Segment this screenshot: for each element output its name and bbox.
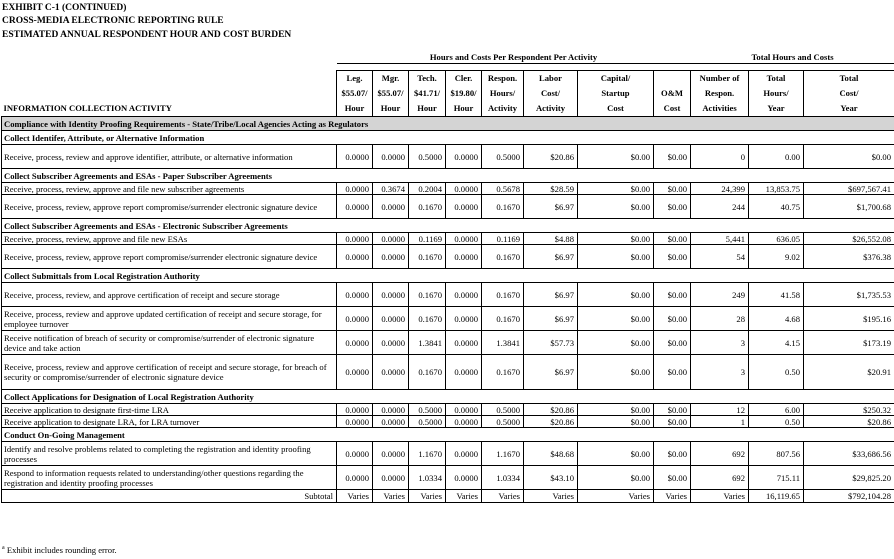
table-row [2,245,894,269]
subtotal-value: Varies [409,490,446,503]
subtotal-value: Varies [691,490,749,503]
value-cell: $0.00 [578,442,654,466]
table-row [2,145,894,169]
value-cell: 40.75 [749,195,804,219]
value-cell: $48.68 [524,442,578,466]
section-heading: Conduct On-Going Management [2,428,894,442]
value-cell: $0.00 [578,404,654,416]
group-header-total: Total Hours and Costs [751,51,834,62]
value-cell: $20.86 [804,416,894,428]
column-header-tech: Hour [409,101,446,117]
value-cell: 0.0000 [337,355,373,390]
value-cell: 0.0000 [337,283,373,307]
value-cell: $0.00 [654,416,691,428]
value-cell: 692 [691,442,749,466]
value-cell: 692 [691,466,749,490]
table-row [2,283,894,307]
section-heading: Collect Identifer, Attribute, or Alternative Information [2,131,894,145]
value-cell: 244 [691,195,749,219]
value-cell: 0.0000 [373,233,409,245]
value-cell: $0.00 [578,466,654,490]
value-cell: 0.5000 [482,404,524,416]
value-cell: 0.0000 [446,307,482,331]
column-header-capital: Cost [578,101,654,117]
column-header-cler: Cler. [446,71,482,87]
value-cell: 0.1169 [482,233,524,245]
value-cell: 0.0000 [446,183,482,195]
section-heading: Collect Subscriber Agreements and ESAs - Paper Subscriber Agreements [2,169,894,183]
column-header-mgr: $55.07/ [373,86,409,101]
value-cell: $0.00 [578,233,654,245]
value-cell: 0.0000 [446,245,482,269]
value-cell: $0.00 [804,145,894,169]
value-cell: 0.5678 [482,183,524,195]
column-header-leg: Leg. [337,71,373,87]
value-cell: 0.5000 [482,145,524,169]
group-header-per-respondent: Hours and Costs Per Respondent Per Activity [429,51,598,62]
value-cell: 0.1670 [482,355,524,390]
value-cell: 0.0000 [446,283,482,307]
value-cell: 0.1670 [482,245,524,269]
value-cell: $0.00 [654,404,691,416]
activity-cell: Receive, process, review and approve certification of receipt and secure storage, for breach of security or compromise/surrender of electronic signature device [2,355,337,390]
value-cell: 1.0334 [409,466,446,490]
burden-table [1,50,894,503]
value-cell: $6.97 [524,307,578,331]
subtotal-value: Varies [524,490,578,503]
value-cell: 4.15 [749,331,804,355]
value-cell: $0.00 [654,145,691,169]
value-cell: $0.00 [654,233,691,245]
value-cell: 1.3841 [482,331,524,355]
value-cell: $20.91 [804,355,894,390]
value-cell: 0.0000 [373,404,409,416]
value-cell: 9.02 [749,245,804,269]
activity-cell: Receive, process, review and approve updated certification of receipt and secure storage, for employee turnover [2,307,337,331]
table-row [2,195,894,219]
value-cell: 24,399 [691,183,749,195]
column-header-mgr: Mgr. [373,71,409,87]
column-header-cler: $19.80/ [446,86,482,101]
activity-cell: Receive, process, review, approve and file new ESAs [2,233,337,245]
value-cell: 0.0000 [446,442,482,466]
activity-cell: Receive, process, review, approve and file new subscriber agreements [2,183,337,195]
value-cell: $6.97 [524,283,578,307]
exhibit-label: EXHIBIT C-1 (CONTINUED) [2,3,127,13]
value-cell: 0.1670 [482,307,524,331]
value-cell: 0.0000 [337,145,373,169]
column-header-number: Activities [691,101,749,117]
activity-cell: Receive, process, review, approve report compromise/surrender electronic signature device [2,245,337,269]
value-cell: 0.0000 [446,195,482,219]
value-cell: 1.1670 [482,442,524,466]
table-row [2,404,894,416]
value-cell: 1.0334 [482,466,524,490]
value-cell: $0.00 [578,145,654,169]
subtotal-value: Varies [578,490,654,503]
value-cell: $0.00 [578,195,654,219]
value-cell: 0.0000 [446,466,482,490]
column-header-labor: Labor [524,71,578,87]
value-cell: $6.97 [524,245,578,269]
value-cell: $0.00 [578,331,654,355]
table-row [2,307,894,331]
value-cell: 0.0000 [337,183,373,195]
column-header-number: Respon. [691,86,749,101]
value-cell: $0.00 [654,283,691,307]
section-heading: Collect Subscriber Agreements and ESAs - Electronic Subscriber Agreements [2,219,894,233]
value-cell: 0.0000 [373,355,409,390]
value-cell: 0.1670 [482,195,524,219]
value-cell: $20.86 [524,404,578,416]
column-header-total-cost: Cost/ [804,86,894,101]
value-cell: $0.00 [654,195,691,219]
value-cell: $0.00 [654,245,691,269]
value-cell: 28 [691,307,749,331]
footnote-text: Exhibit includes rounding error. [6,545,117,555]
subtotal-row [2,490,894,503]
value-cell: 0.0000 [446,416,482,428]
value-cell: 5,441 [691,233,749,245]
value-cell: 0.5000 [409,145,446,169]
exhibit-title: ESTIMATED ANNUAL RESPONDENT HOUR AND COST BURDEN [2,30,292,40]
value-cell: 636.05 [749,233,804,245]
value-cell: 0.0000 [337,245,373,269]
value-cell: $29,825.20 [804,466,894,490]
table-row [2,355,894,390]
value-cell: 1 [691,416,749,428]
subtotal-value: Varies [654,490,691,503]
value-cell: 807.56 [749,442,804,466]
value-cell: $0.00 [654,331,691,355]
value-cell: $173.19 [804,331,894,355]
value-cell: $43.10 [524,466,578,490]
column-header-total-hours: Total [749,71,804,87]
subtotal-value: Varies [337,490,373,503]
activity-cell: Receive, process, review and approve identifier, attribute, or alternative information [2,145,337,169]
value-cell: $1,735.53 [804,283,894,307]
value-cell: 13,853.75 [749,183,804,195]
column-header-total-cost: Year [804,101,894,117]
value-cell: $0.00 [654,307,691,331]
column-header-number: Number of [691,71,749,87]
table-row [2,331,894,355]
value-cell: 715.11 [749,466,804,490]
value-cell: 0.00 [749,145,804,169]
value-cell: 0.50 [749,416,804,428]
value-cell: 0.0000 [373,195,409,219]
value-cell: 0.0000 [446,145,482,169]
column-header-mgr: Hour [373,101,409,117]
value-cell: 0.3674 [373,183,409,195]
value-cell: 0.1670 [409,307,446,331]
value-cell: 6.00 [749,404,804,416]
value-cell: $33,686.56 [804,442,894,466]
value-cell: 0.0000 [373,283,409,307]
table-row [2,466,894,490]
value-cell: 0.5000 [409,404,446,416]
value-cell: $57.73 [524,331,578,355]
value-cell: 0.1169 [409,233,446,245]
value-cell: $6.97 [524,195,578,219]
value-cell: 12 [691,404,749,416]
activity-cell: Receive, process, review, and approve certification of receipt and secure storage [2,283,337,307]
value-cell: $6.97 [524,355,578,390]
column-header-labor: Activity [524,101,578,117]
value-cell: 0.0000 [337,404,373,416]
value-cell: $26,552.08 [804,233,894,245]
column-header-total-hours: Hours/ [749,86,804,101]
subtotal-value: Varies [446,490,482,503]
column-header-tech: Tech. [409,71,446,87]
column-header-cler: Hour [446,101,482,117]
value-cell: $0.00 [578,416,654,428]
value-cell: 0.0000 [446,355,482,390]
value-cell: 0.1670 [409,283,446,307]
value-cell: $0.00 [578,355,654,390]
value-cell: $0.00 [578,183,654,195]
column-header-respon: Activity [482,101,524,117]
compliance-heading: Compliance with Identity Proofing Requirements - State/Tribe/Local Agencies Acting as Regulators [2,117,894,131]
column-header-activity: INFORMATION COLLECTION ACTIVITY [2,101,337,117]
value-cell: 0.0000 [446,331,482,355]
column-header-respon: Hours/ [482,86,524,101]
subtotal-value: Varies [482,490,524,503]
value-cell: 0.0000 [337,195,373,219]
value-cell: 0.0000 [373,331,409,355]
footnote [2,545,117,555]
value-cell: 0.0000 [373,145,409,169]
value-cell: $0.00 [578,283,654,307]
column-header-om: Cost [654,101,691,117]
table-row [2,442,894,466]
value-cell: $0.00 [654,466,691,490]
column-header-total-cost: Total [804,71,894,87]
value-cell: $0.00 [654,442,691,466]
activity-cell: Respond to information requests related to understanding/other questions regarding the registration and identity proofing processes [2,466,337,490]
value-cell: 0.5000 [409,416,446,428]
footnote-mark: a [2,545,5,551]
value-cell: 4.68 [749,307,804,331]
column-header-capital: Startup [578,86,654,101]
value-cell: 0.0000 [337,416,373,428]
column-header-capital: Capital/ [578,71,654,87]
value-cell: 0.50 [749,355,804,390]
table-row [2,183,894,195]
value-cell: 1.3841 [409,331,446,355]
value-cell: $4.88 [524,233,578,245]
subtotal-value: $792,104.28 [804,490,894,503]
value-cell: 0.1670 [482,283,524,307]
value-cell: 0.2004 [409,183,446,195]
value-cell: 0.0000 [446,233,482,245]
value-cell: 0.1670 [409,195,446,219]
activity-cell: Identify and resolve problems related to completing the registration and identity proofing processes [2,442,337,466]
value-cell: 0.0000 [337,442,373,466]
section-heading: Collect Submittals from Local Registration Authority [2,269,894,283]
column-header-total-hours: Year [749,101,804,117]
exhibit-rule-name: CROSS-MEDIA ELECTRONIC REPORTING RULE [2,16,224,26]
column-header-om [654,71,691,87]
value-cell: 0.0000 [373,466,409,490]
column-header-tech: $41.71/ [409,86,446,101]
value-cell: 0.0000 [337,331,373,355]
value-cell: $0.00 [654,355,691,390]
column-header-labor: Cost/ [524,86,578,101]
value-cell: 0.0000 [373,245,409,269]
value-cell: $20.86 [524,416,578,428]
value-cell: 0.1670 [409,355,446,390]
value-cell: 0.0000 [337,307,373,331]
value-cell: 41.58 [749,283,804,307]
value-cell: $195.16 [804,307,894,331]
subtotal-label: Subtotal [2,490,337,503]
value-cell: 0.5000 [482,416,524,428]
value-cell: $0.00 [654,183,691,195]
value-cell: 0.0000 [446,404,482,416]
value-cell: 0.0000 [373,416,409,428]
value-cell: 0.0000 [337,466,373,490]
value-cell: 0 [691,145,749,169]
value-cell: 0.1670 [409,245,446,269]
activity-cell: Receive notification of breach of security or compromise/surrender of electronic signature device and take action [2,331,337,355]
activity-cell: Receive application to designate first-time LRA [2,404,337,416]
value-cell: $0.00 [578,245,654,269]
value-cell: $1,700.68 [804,195,894,219]
value-cell: 249 [691,283,749,307]
value-cell: 0.0000 [373,307,409,331]
value-cell: 3 [691,355,749,390]
subtotal-value: Varies [373,490,409,503]
activity-cell: Receive, process, review, approve report compromise/surrender electronic signature device [2,195,337,219]
value-cell: $697,567.41 [804,183,894,195]
value-cell: $0.00 [578,307,654,331]
table-row [2,233,894,245]
value-cell: 0.0000 [337,233,373,245]
value-cell: 0.0000 [373,442,409,466]
value-cell: 3 [691,331,749,355]
value-cell: 1.1670 [409,442,446,466]
value-cell: $20.86 [524,145,578,169]
value-cell: $250.32 [804,404,894,416]
column-header-om: O&M [654,86,691,101]
value-cell: $28.59 [524,183,578,195]
column-header-leg: $55.07/ [337,86,373,101]
value-cell: $376.38 [804,245,894,269]
table-row [2,416,894,428]
column-header-respon: Respon. [482,71,524,87]
subtotal-value: 16,119.65 [749,490,804,503]
column-header-leg: Hour [337,101,373,117]
value-cell: 54 [691,245,749,269]
activity-cell: Receive application to designate LRA, for LRA turnover [2,416,337,428]
section-heading: Collect Applications for Designation of Local Registration Authority [2,390,894,404]
